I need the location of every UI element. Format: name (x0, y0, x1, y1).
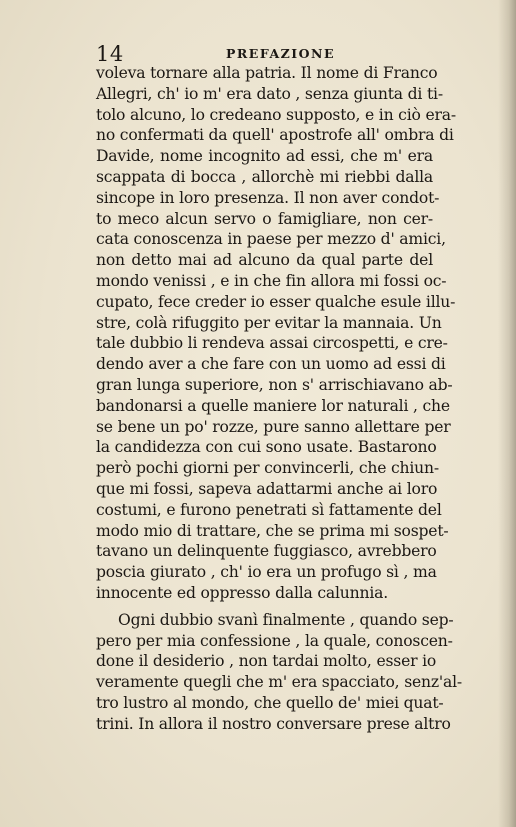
text-line: que mi fossi, sapeva adattarmi anche ai loro (96, 479, 438, 498)
text-line: tavano un delinquente fuggiasco, avrebbero (96, 542, 437, 561)
text-line: Ogni dubbio svanì finalmente , quando sep- (118, 610, 454, 629)
text-line: cata conoscenza in paese per mezzo d' amici, (96, 230, 446, 249)
text-line: gran lunga superiore, non s' arrischiavano ab- (96, 375, 453, 394)
text-line: tolo alcuno, lo credeano supposto, e in ciò era- (96, 105, 456, 124)
text-line: però pochi giorni per convincerli, che chiun- (96, 459, 439, 478)
text-line: tro lustro al mondo, che quello de' miei quat- (96, 693, 444, 712)
text-line: Allegri, ch' io m' era dato , senza giunta di ti- (96, 84, 443, 103)
text-line: trini. In allora il nostro conversare prese altro (96, 714, 451, 733)
text-line: innocente ed oppresso dalla calunnia. (96, 583, 388, 602)
body-text (96, 63, 462, 735)
text-line: voleva tornare alla patria. Il nome di Franco (96, 64, 438, 82)
text-line: stre, colà rifuggito per evitar la mannaia. Un (96, 313, 442, 332)
text-line: dendo aver a che fare con un uomo ad essi di (96, 355, 446, 374)
text-line: non detto mai ad alcuno da qual parte del (96, 251, 433, 270)
text-line: tale dubbio li rendeva assai circospetti, e cre- (96, 334, 448, 353)
text-line: modo mio di trattare, che se prima mi sospet- (96, 521, 449, 540)
text-line: poscia giurato , ch' io era un profugo sì , ma (96, 563, 437, 582)
running-title: PREFAZIONE (226, 46, 335, 61)
text-line: bandonarsi a quelle maniere lor naturali , che (96, 396, 450, 415)
text-line: costumi, e furono penetrati sì fattamente del (96, 500, 442, 519)
text-line: veramente quegli che m' era spacciato, senz'al- (96, 673, 462, 692)
page-gutter-shadow (498, 0, 516, 827)
text-line: done il desiderio , non tardai molto, esser io (96, 652, 437, 671)
text-line: se bene un po' rozze, pure sanno allettare per (96, 417, 451, 436)
text-line: cupato, fece creder io esser qualche esule illu- (96, 292, 456, 311)
paragraph (96, 63, 456, 604)
text-line: sincope in loro presenza. Il non aver condot- (96, 188, 440, 207)
text-line: no confermati da quell' apostrofe all' ombra di (96, 126, 454, 145)
page-number: 14 (96, 42, 124, 66)
text-line: Davide, nome incognito ad essi, che m' era (96, 147, 433, 166)
text-line: to meco alcun servo o famigliare, non cer- (96, 209, 433, 228)
text-line: scappata di bocca , allorchè mi riebbi dalla (96, 167, 433, 186)
text-line: la candidezza con cui sono usate. Bastarono (96, 438, 437, 457)
text-line: mondo venissi , e in che fin allora mi fossi oc- (96, 271, 447, 290)
paragraph (96, 610, 462, 735)
text-line: pero per mia confessione , la quale, conoscen- (96, 631, 453, 650)
